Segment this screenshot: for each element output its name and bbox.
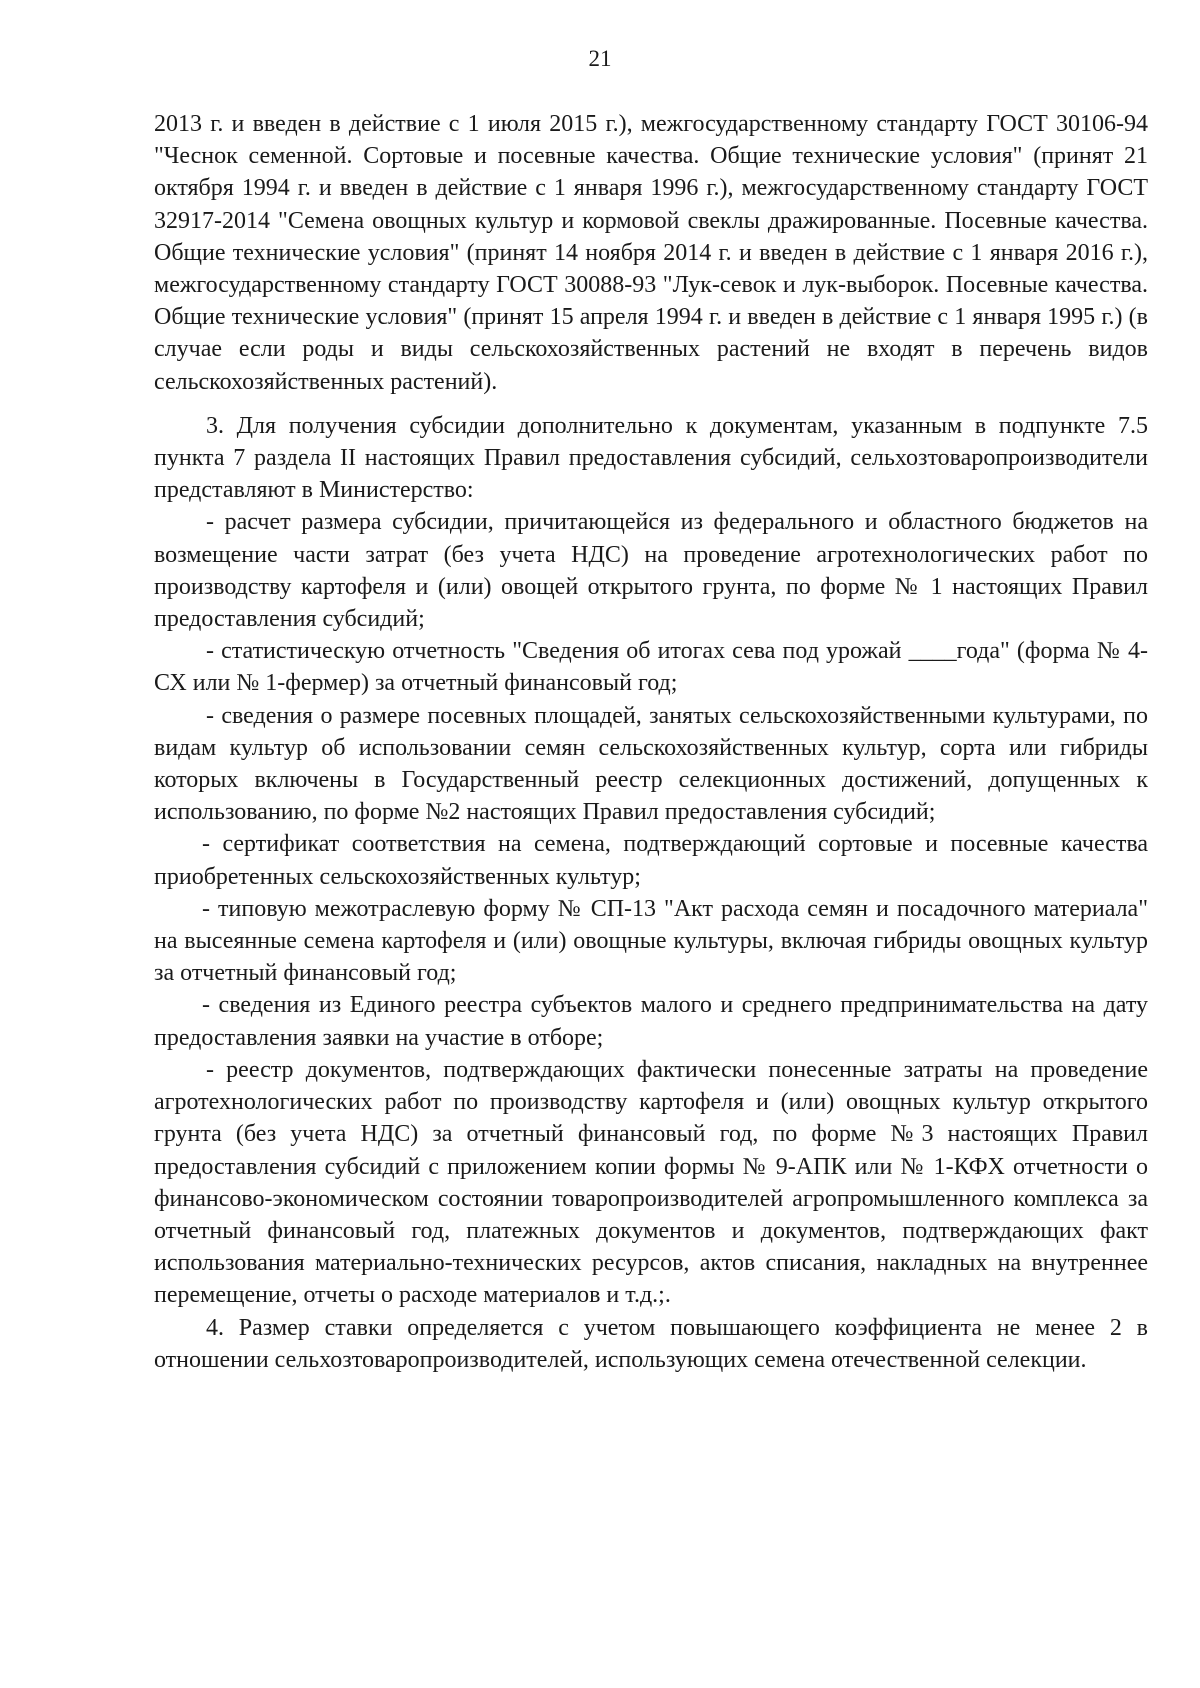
list-item-sown-area-info: - сведения о размере посевных площадей, занятых сельскохозяйственными культурами, по видам культур об использовании семян сельскохозяйственных культур, сорта или гибриды которых включены в Государственный реестр селекционных достижений, допущенных к использованию, по форме №2 настоящих Правил предоставления субсидий; <box>154 702 1148 826</box>
paragraph-standards-continuation: 2013 г. и введен в действие с 1 июля 2015 г.), межгосударственному стандарту ГОСТ 30106-94 "Чеснок семенной. Сортовые и посевные качества. Общие технические условия" (принят 21 октября 1994 г. и введен в действие с 1 января 1996 г.), межгосударственному стандарту ГОСТ 32917-2014 "Семена овощных культур и кормовой свеклы дражированные. Посевные качества. Общие технические условия" (принят 14 ноября 2014 г. и введен в действие с 1 января 2016 г.), межгосударственному стандарту ГОСТ 30088-93 "Лук-севок и лук-выборок. Посевные качества. Общие технические условия" (принят 15 апреля 1994 г. и введен в действие с 1 января 1995 г.) (в случае если роды и виды сельскохозяйственных растений не входят в перечень видов сельскохозяйственных растений). <box>154 111 1148 395</box>
list-item-statistical-report: - статистическую отчетность "Сведения об итогах сева под урожай ____года" (форма № 4-СХ или № 1-фермер) за отчетный финансовый год; <box>154 638 1148 697</box>
document-body <box>154 108 1148 1384</box>
list-item-subsidy-calculation: - расчет размера субсидии, причитающейся из федерального и областного бюджетов на возмещение части затрат (без учета НДС) на проведение агротехнологических работ по производству картофеля и (или) овощей открытого грунта, по форме № 1 настоящих Правил предоставления субсидий; <box>154 509 1148 633</box>
list-item-conformity-certificate: - сертификат соответствия на семена, подтверждающий сортовые и посевные качества приобретенных сельскохозяйственных культур; <box>154 831 1148 890</box>
paragraph-item-4: 4. Размер ставки определяется с учетом повышающего коэффициента не менее 2 в отношении сельхозтоваропроизводителей, использующих семена отечественной селекции. <box>154 1314 1148 1373</box>
paragraph-item-3: 3. Для получения субсидии дополнительно к документам, указанным в подпункте 7.5 пункта 7 раздела II настоящих Правил предоставления субсидий, сельхозтоваропроизводители представляют в Министерство: <box>154 412 1148 504</box>
list-item-expense-registry: - реестр документов, подтверждающих фактически понесенные затраты на проведение агротехнологических работ по производству картофеля и (или) овощных культур открытого грунта (без учета НДС) за отчетный финансовый год, по форме №3 настоящих Правил предоставления субсидий с приложением копии формы № 9-АПК или № 1-КФХ отчетности о финансово-экономическом состоянии товаропроизводителей агропромышленного комплекса за отчетный финансовый год, платежных документов и документов, подтверждающих факт использования материально-технических ресурсов, актов списания, накладных на внутреннее перемещение, отчеты о расходе материалов и т.д.;. <box>154 1056 1148 1309</box>
list-item-sp13-form: - типовую межотраслевую форму № СП-13 "Акт расхода семян и посадочного материала" на высеянные семена картофеля и (или) овощные культуры, включая гибриды овощных культур за отчетный финансовый год; <box>154 895 1148 987</box>
page-number: 21 <box>588 46 612 71</box>
list-item-sme-registry: - сведения из Единого реестра субъектов малого и среднего предпринимательства на дату предоставления заявки на участие в отборе; <box>154 992 1148 1051</box>
